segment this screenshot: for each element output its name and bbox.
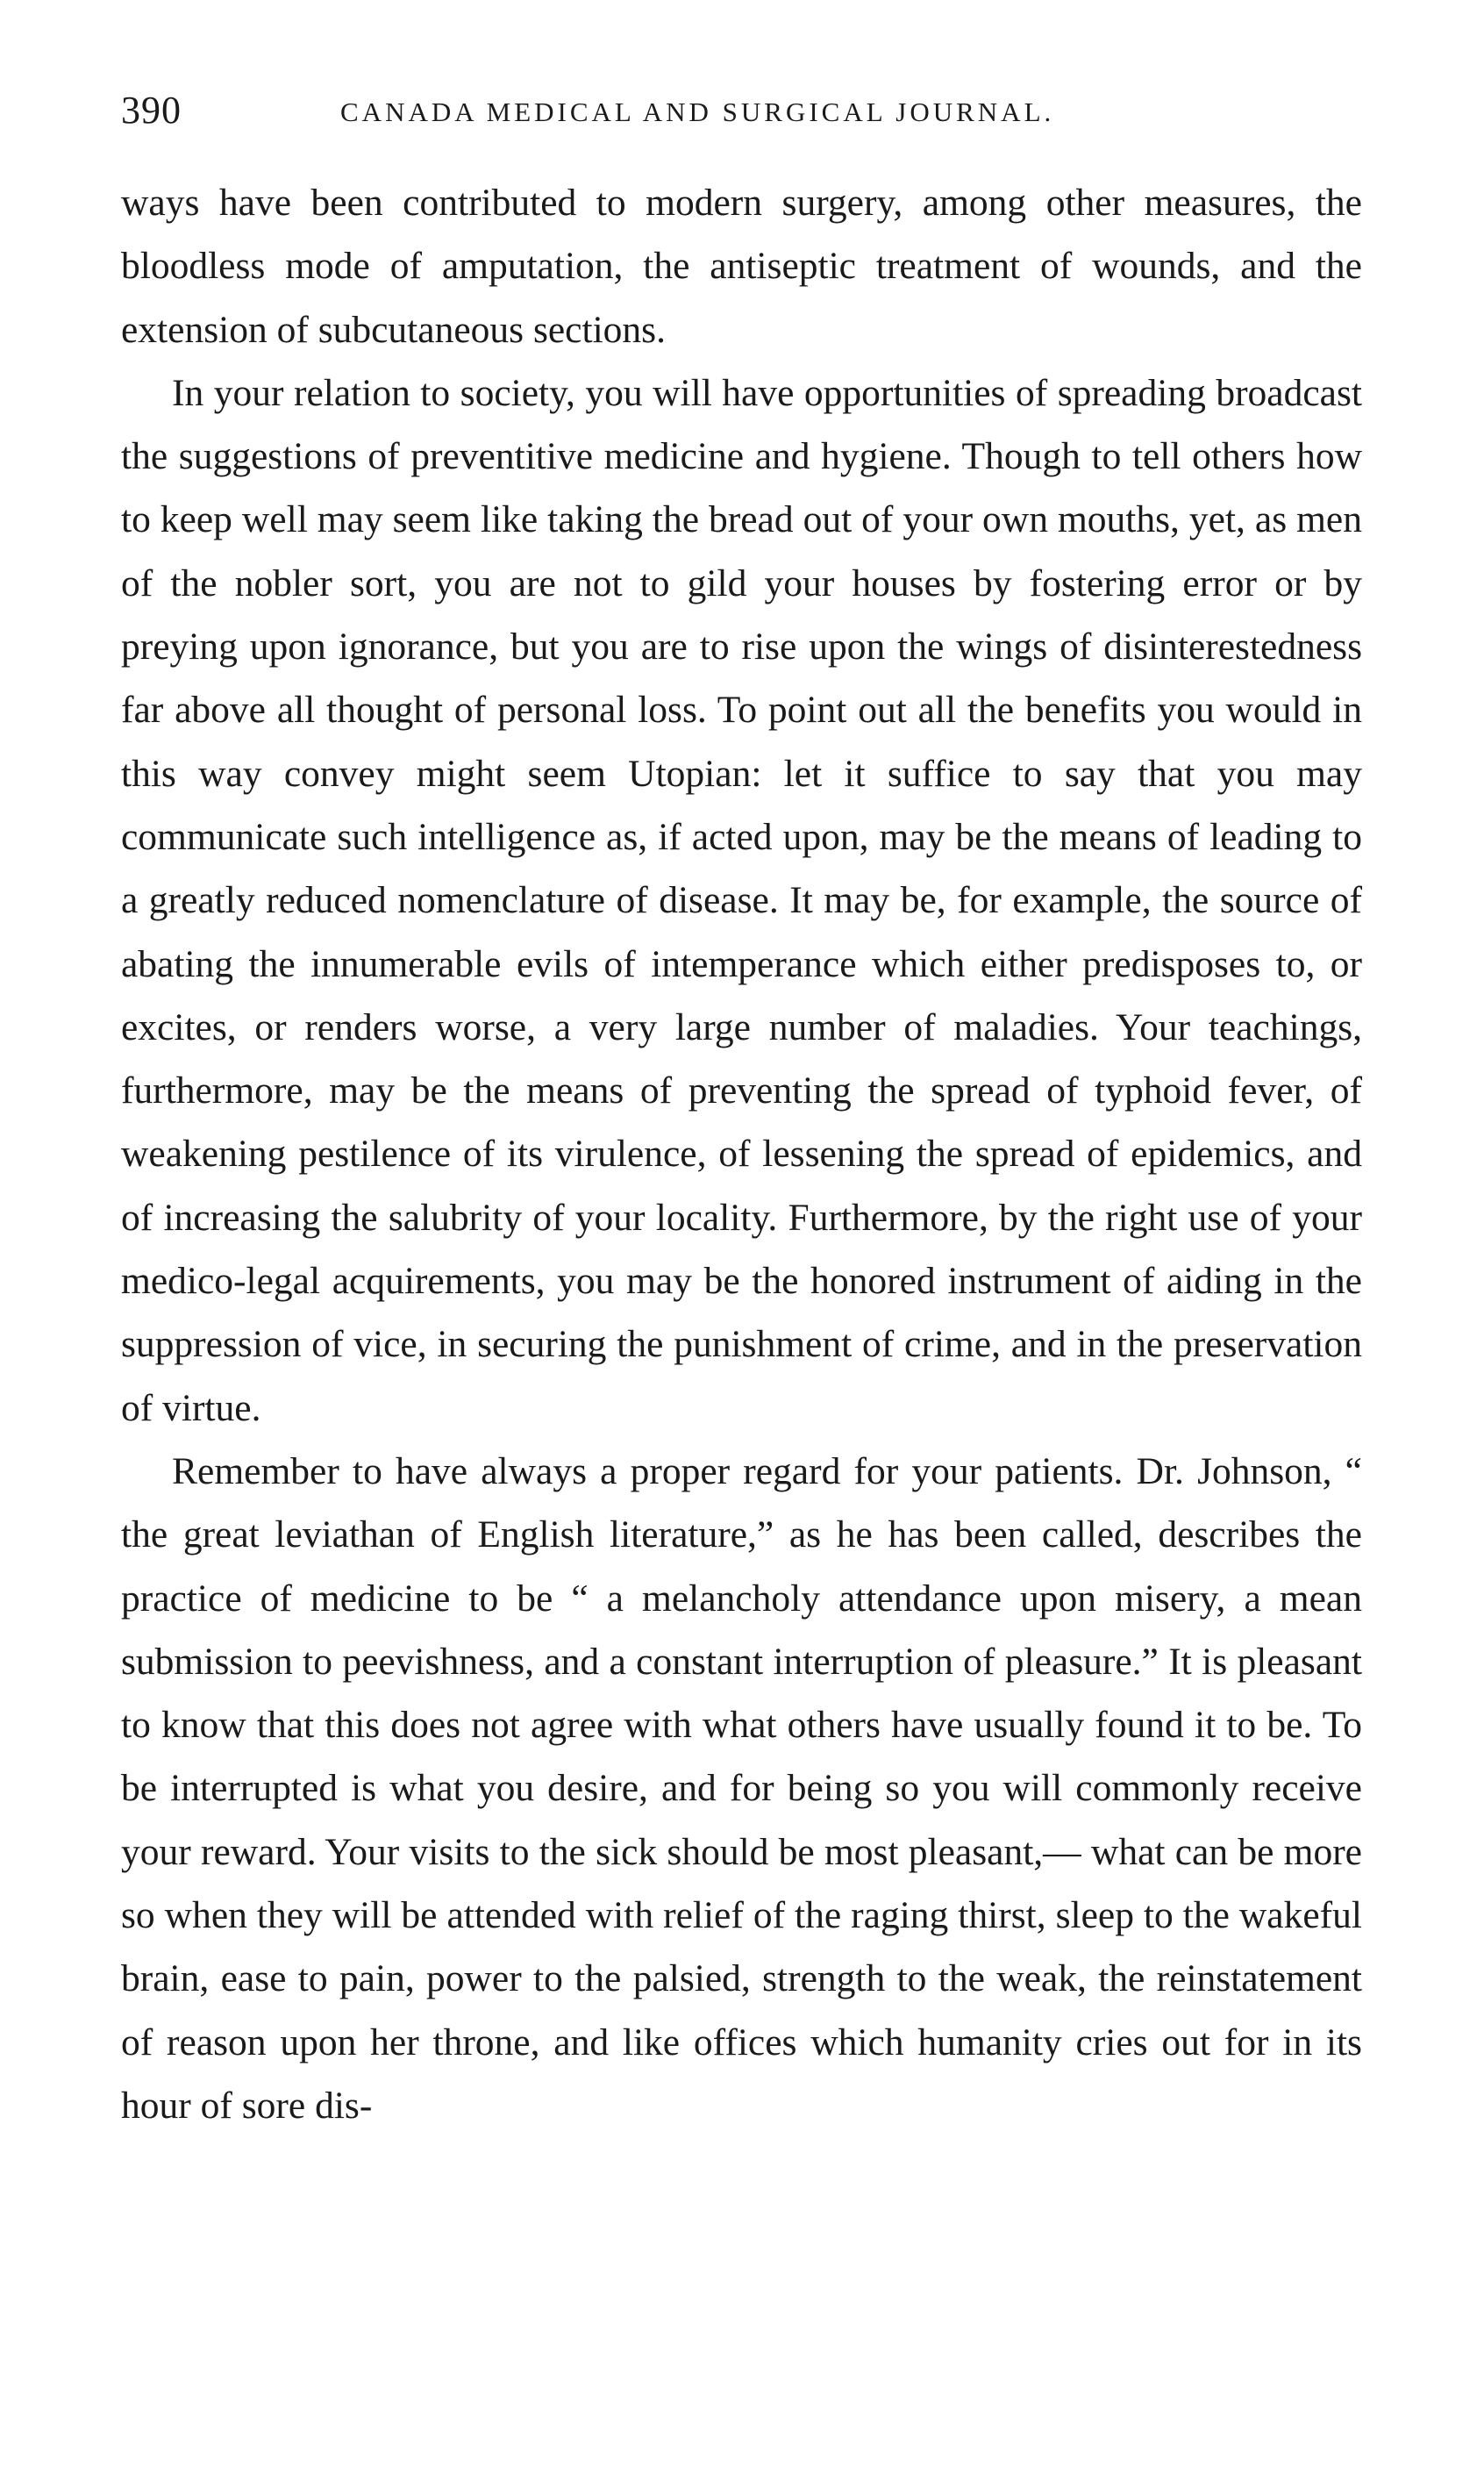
page-header <box>121 88 1366 140</box>
running-head: CANADA MEDICAL AND SURGICAL JOURNAL. <box>340 97 1055 127</box>
page-number: 390 <box>121 89 182 132</box>
paragraph-continuation: ways have been contributed to modern surgery, among other measures, the bloodless mode of amputation, the antiseptic treatment of wounds, and the extension of subcutaneous sections. <box>121 182 1362 351</box>
paragraph-patients: Remember to have always a proper regard for your patients. Dr. Johnson, “ the great leviathan of English literature,” as he has been called, describes the practice of medicine to be “ a melancholy attendance upon misery, a mean submission to peevishness, and a constant interruption of pleasure.” It is pleasant to know that this does not agree with what others have usually found it to be. To be interrupted is what you desire, and for being so you will commonly receive your reward. Your visits to the sick should be most pleasant,— what can be more so when they will be attended with relief of the raging thirst, sleep to the wakeful brain, ease to pain, power to the palsied, strength to the weak, the reinstatement of reason upon her throne, and like offices which humanity cries out for in its hour of sore dis- <box>121 1449 1362 2127</box>
paragraph-society: In your relation to society, you will have opportunities of spreading broadcast the suggestions of preventitive medicine and hygiene. Though to tell others how to keep well may seem like taking the bread out of your own mouths, yet, as men of the nobler sort, you are not to gild your houses by fostering error or by preying upon ignorance, but you are to rise upon the wings of disinterestedness far above all thought of personal loss. To point out all the benefits you would in this way convey might seem Utopian: let it suffice to say that you may communicate such intelligence as, if acted upon, may be the means of leading to a greatly reduced nomenclature of disease. It may be, for example, the source of abating the innumerable evils of intemperance which either predisposes to, or excites, or renders worse, a very large number of maladies. Your teachings, furthermore, may be the means of preventing the spread of typhoid fever, of weakening pestilence of its virulence, of lessening the spread of epidemics, and of increasing the salubrity of your locality. Furthermore, by the right use of your medico-legal acquirements, you may be the honored instrument of aiding in the suppression of vice, in securing the punishment of crime, and in the preservation of virtue. <box>121 371 1362 1429</box>
body-text <box>121 171 1362 2137</box>
